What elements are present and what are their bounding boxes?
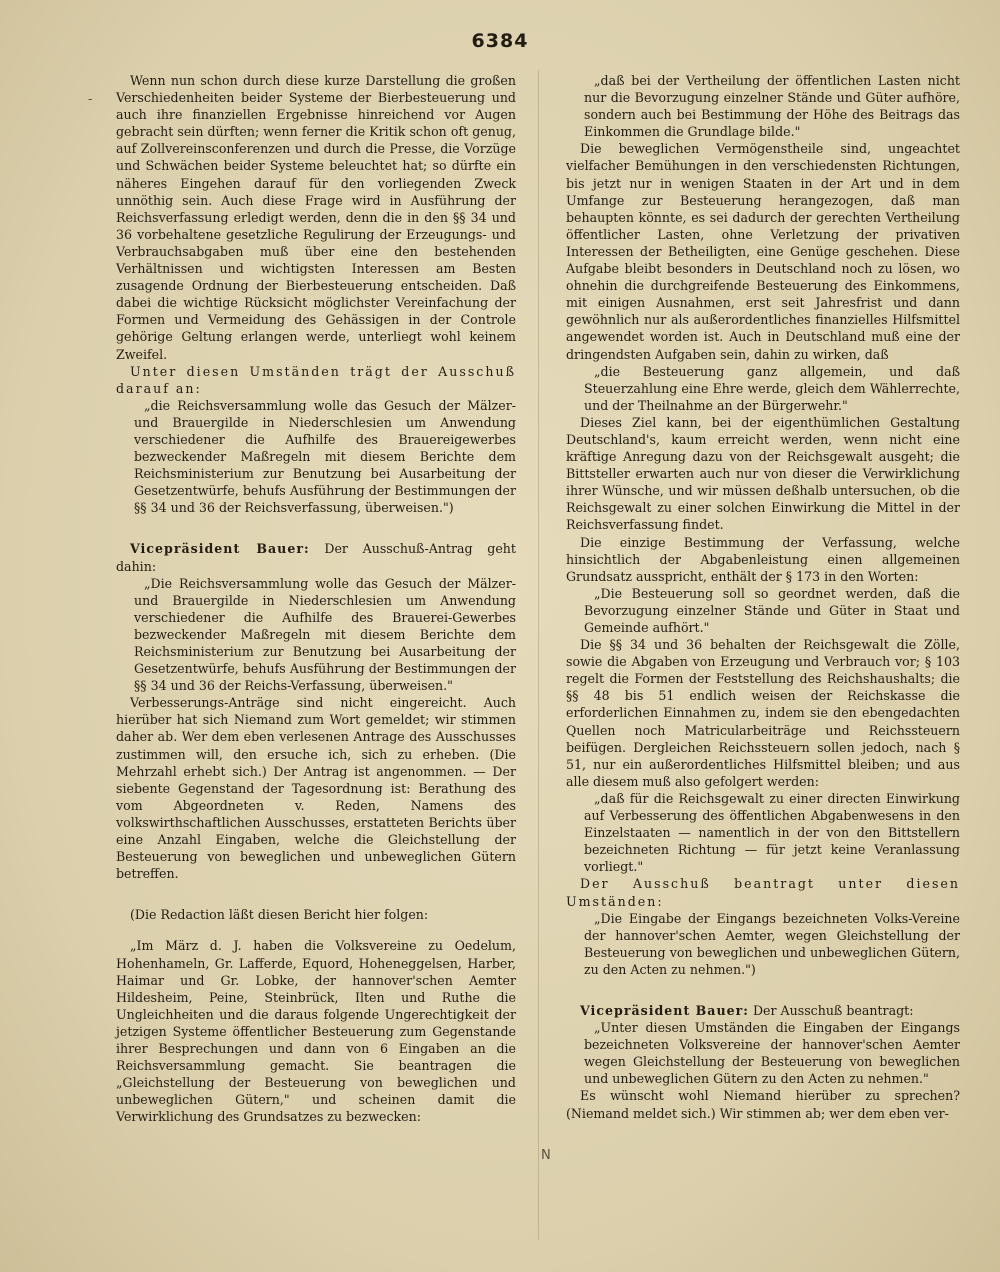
left-column — [116, 72, 516, 1125]
speaker-text: Der Ausschuß-Antrag geht dahin: — [116, 541, 516, 574]
paragraph: Die einzige Bestimmung der Verfassung, welche hinsichtlich der Abgabenleistung einen allgemeinen Grundsatz ausspricht, enthält der § 173 in den Worten: — [566, 534, 960, 584]
quote-paragraph: „Die Besteuerung soll so geordnet werden, daß die Bevorzugung einzelner Stände und Güter in Staat und Gemeinde aufhört." — [584, 585, 960, 635]
paragraph: Es wünscht wohl Niemand hierüber zu sprechen? (Niemand meldet sich.) Wir stimmen ab; wer dem eben ver- — [566, 1088, 960, 1121]
quote-paragraph: „Unter diesen Umständen die Eingaben der Eingangs bezeichneten Volksvereine der hannover'schen Aemter wegen Gleichstellung der Besteuerung von beweglichen und unbeweglichen Gütern zu den Acten zu nehmen." — [584, 1020, 960, 1087]
margin-note-mark: N — [541, 1148, 551, 1163]
paragraph: Die §§ 34 und 36 behalten der Reichsgewalt die Zölle, sowie die Abgaben von Erzeugung und Verbrauch vor; § 103 regelt die Formen der Feststellung des Reichshaushalts; die §§ 48 bis 51 endlich weisen der Reichskasse die erforderlichen Einnahmen zu, indem sie den ebengedachten Quellen noch Matricularbeiträge und Reichssteuern beifügen. Dergleichen Reichssteuern sollen jedoch, nach § 51, nur ein außerordentliches Hilfsmittel bleiben; und aus alle diesem muß also gefolgert werden: — [566, 637, 960, 789]
quote-paragraph: „Die Reichsversammlung wolle das Gesuch der Mälzer- und Brauergilde in Niederschlesien um Anwendung verschiedener die Aufhilfe des Brauerei-Gewerbes bezweckender Maßregeln mit diesem Berichte dem Reichsministerium zur Benutzung bei Ausarbeitung der Gesetzentwürfe, behufs Ausführung der Bestimmungen der §§ 34 und 36 der Reichs-Verfassung, überweisen." — [134, 575, 516, 694]
quote-paragraph: „die Besteuerung ganz allgemein, und daß Steuerzahlung eine Ehre werde, gleich dem Wählerrechte, und der Theilnahme an der Bürgerwehr." — [584, 363, 960, 413]
right-column — [566, 72, 960, 1122]
column-divider — [538, 70, 539, 1240]
speaker-paragraph — [116, 540, 516, 574]
paragraph: (Die Redaction läßt diesen Bericht hier folgen: — [130, 907, 429, 923]
paragraph: Dieses Ziel kann, bei der eigenthümlichen Gestaltung Deutschland's, kaum erreicht werden, wenn nicht eine kräftige Anregung dazu von der Reichsgewalt ausgeht; die Bittsteller erwarten auch nur von dieser die Verwirklichung ihrer Wünsche, und wir müssen deßhalb untersuchen, ob die Reichsgewalt zu einer solchen Einwirkung die Mittel in der Reichsverfassung findet. — [566, 414, 960, 533]
margin-mark: ‑ — [88, 92, 93, 107]
page-number: 6384 — [471, 30, 529, 52]
paragraph: Wenn nun schon durch diese kurze Darstellung die großen Verschiedenheiten beider Systeme der Bierbesteuerung und auch ihre finanziellen Ergebnisse hinreichend vor Augen gebracht sein dürften; wenn ferner die Kritik schon oft genug, auf Zollvereinsconferenzen und durch die Presse, die Vorzüge und Schwächen beider Systeme beleuchtet hat; so dürfte ein näheres Eingehen darauf für den vorliegenden Zweck unnöthig sein. Auch diese Frage wird in Ausführung der Reichsverfassung erledigt werden, denn die in den §§ 34 und 36 vorbehaltene gesetzliche Regulirung der Erzeugungs- und Verbrauchsabgaben muß über eine den bestehenden Verhältnissen und wichtigsten Interessen am Besten zusagende Ordnung der Bierbesteuerung entscheiden. Daß dabei die wichtige Rücksicht möglichster Vereinfachung der Formen und Vermeidung des Gehässigen in der Controle gehörige Geltung erlangen werde, unterliegt wohl keinem Zweifel. — [116, 73, 516, 362]
speaker-name: Vicepräsident Bauer: — [130, 541, 310, 557]
speaker-text: Der Ausschuß beantragt: — [752, 1002, 914, 1018]
quote-paragraph: „Die Eingabe der Eingangs bezeichneten Volks-Vereine der hannover'schen Aemter, wegen Gleichstellung der Besteuerung von beweglichen und unbeweglichen Gütern, zu den Acten zu nehmen.") — [584, 910, 960, 977]
paragraph: „Im März d. J. haben die Volksvereine zu Oedelum, Hohenhameln, Gr. Lafferde, Equord, Hoheneggelsen, Harber, Haimar und Gr. Lobke, der hannover'schen Aemter Hildesheim, Peine, Steinbrück, Ilten und Ruthe die Ungleichheiten und die daraus folgende Ungerechtigkeit der jetzigen Systeme öffentlicher Besteuerung zum Gegenstande ihrer Besprechungen und dann von 6 Eingaben an die Reichsversammlung gemacht. Sie beantragen die „Gleichstellung der Besteuerung von beweglichen und unbeweglichen Gütern," und scheinen damit die Verwirklichung des Grundsatzes zu bezwecken: — [116, 938, 516, 1125]
quote-paragraph: „die Reichsversammlung wolle das Gesuch der Mälzer- und Brauergilde in Niederschlesien um Anwendung verschiedener die Aufhilfe des Brauereigewerbes bezweckender Maßregeln mit diesem Berichte dem Reichsministerium zur Benutzung bei Ausarbeitung der Gesetzentwürfe, behufs Ausführung der Bestimmungen der §§ 34 und 36 der Reichsverfassung, überweisen.") — [134, 397, 516, 516]
paragraph: Unter diesen Umständen trägt der Ausschuß darauf an: — [116, 363, 516, 396]
paragraph: Die beweglichen Vermögenstheile sind, ungeachtet vielfacher Bemühungen in den verschiedensten Richtungen, bis jetzt nur in wenigen Staaten in der Art und in dem Umfange zur Besteuerung herangezogen, daß man behaupten könnte, es sei dadurch der gerechten Vertheilung öffentlicher Lasten, ohne Verletzung der privativen Interessen der Betheiligten, eine Genüge geschehen. Diese Aufgabe bleibt besonders in Deutschland noch zu lösen, wo ohnehin die durchgreifende Besteuerung des Einkommens, mit einigen Ausnahmen, erst seit Jahresfrist und dann gewöhnlich nur als außerordentliches finanzielles Hilfsmittel angewendet worden ist. Auch in Deutschland muß eine der dringendsten Aufgaben sein, dahin zu wirken, daß — [566, 141, 960, 362]
paragraph: Der Ausschuß beantragt unter diesen Umständen: — [566, 876, 960, 909]
speaker-name: Vicepräsident Bauer: — [580, 1002, 749, 1018]
speaker-paragraph — [566, 1002, 960, 1019]
quote-paragraph: „daß für die Reichsgewalt zu einer directen Einwirkung auf Verbesserung des öffentlichen Abgabenwesens in den Einzelstaaten — namentlich in der von den Bittstellern bezeichneten Richtung — für jetzt keine Veranlassung vorliegt." — [584, 790, 960, 875]
paragraph: Verbesserungs-Anträge sind nicht eingereicht. Auch hierüber hat sich Niemand zum Wort gemeldet; wir stimmen daher ab. Wer dem eben verlesenen Antrage des Ausschusses zustimmen will, den ersuche ich, sich zu erheben. (Die Mehrzahl erhebt sich.) Der Antrag ist angenommen. — Der siebente Gegenstand der Tagesordnung ist: Berathung des vom Abgeordneten v. Reden, Namens des volkswirthschaftlichen Ausschusses, erstatteten Berichts über eine Anzahl Eingaben, welche die Gleichstellung der Besteuerung von beweglichen und unbeweglichen Gütern betreffen. — [116, 695, 516, 882]
quote-paragraph: „daß bei der Vertheilung der öffentlichen Lasten nicht nur die Bevorzugung einzelner Stände und Güter aufhöre, sondern auch bei Bestimmung der Höhe des Beitrags das Einkommen die Grundlage bilde." — [584, 73, 960, 140]
